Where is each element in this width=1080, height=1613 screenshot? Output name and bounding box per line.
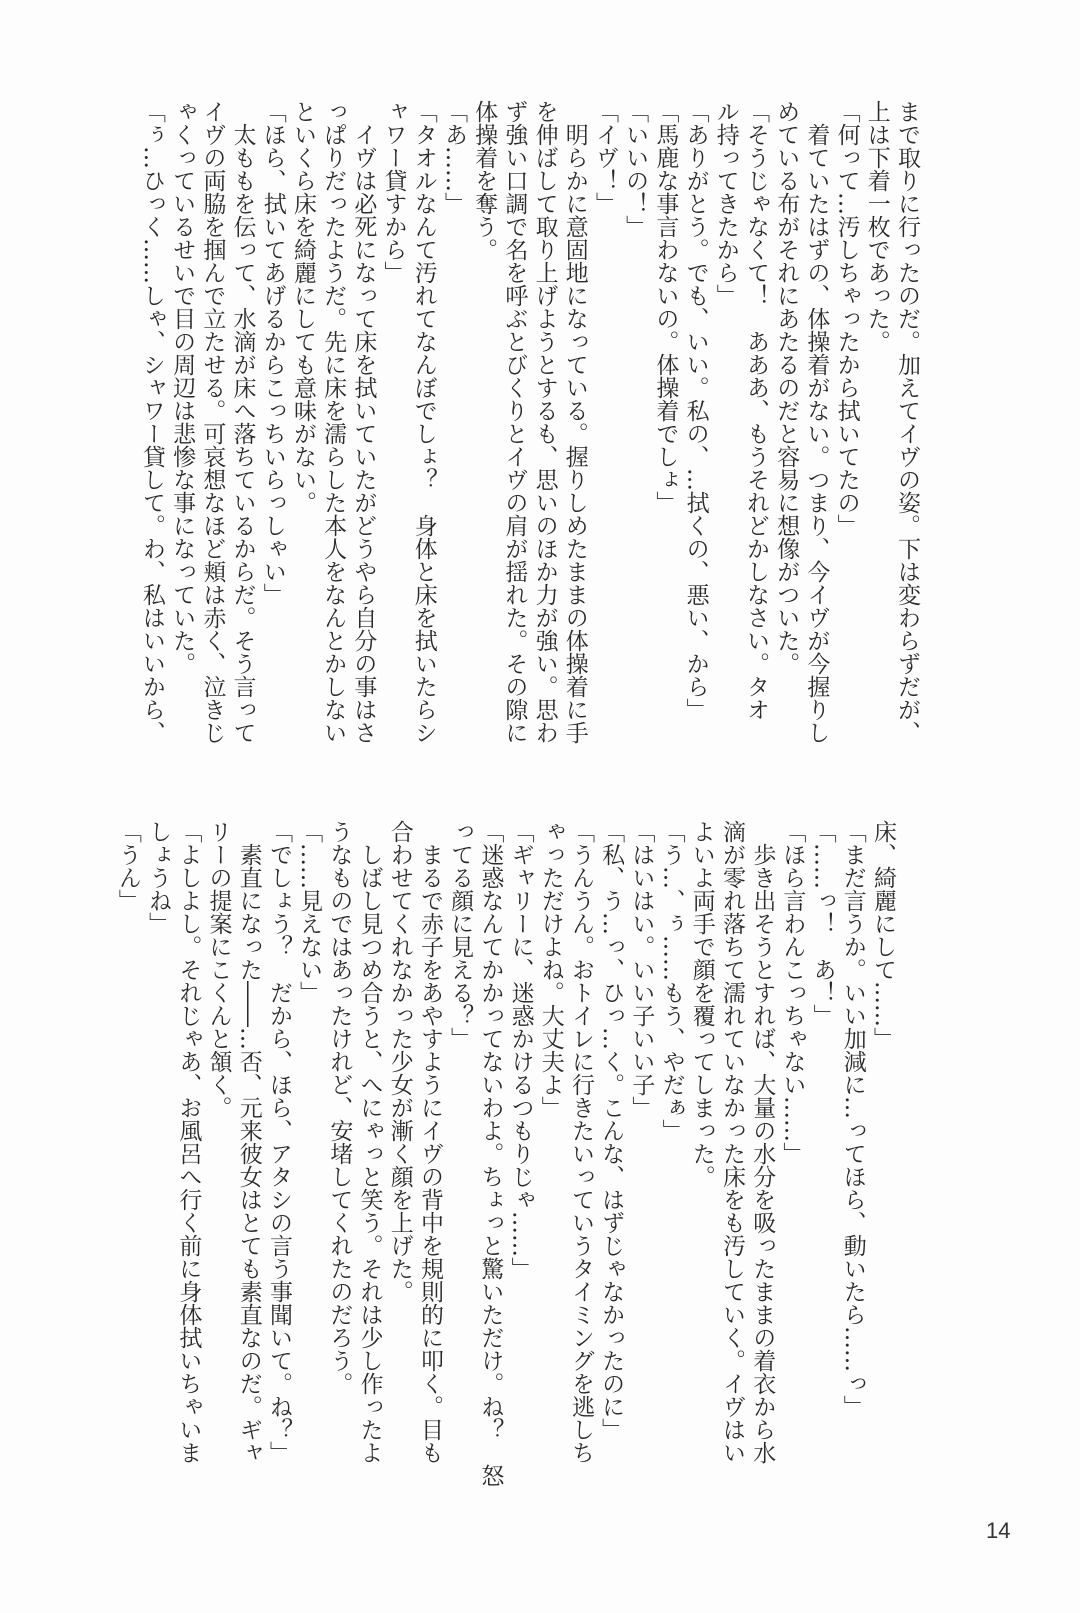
text-column: 「あ……」: [440, 100, 467, 215]
text-column: 「ギャリーに、迷惑かけるつもりじゃ……」: [507, 820, 534, 1280]
text-column: を伸ばして取り上げようとするも、思いのほか力が強い。思わ: [531, 100, 558, 744]
text-column: 「私、う…っ、ひっ…く。こんな、はずじゃなかったのに」: [598, 820, 625, 1441]
text-column: ず強い口調で名を呼ぶとびくりとイヴの肩が揺れた。その隙に: [501, 100, 528, 744]
text-column: 体操着を奪う。: [471, 100, 498, 261]
text-column: 「はいはい。いい子いい子」: [628, 820, 655, 1119]
text-column: 「ほら、拭いてあげるからこっちいらっしゃい」: [259, 100, 286, 606]
text-column: 合わせてくれなかった少女が漸く顔を上げた。: [386, 820, 413, 1303]
text-column: 「そうじゃなくて！ あああ、もうそれどかしなさい。タオ: [742, 100, 769, 721]
text-column: 「ぅ…ひっく……しゃ、シャワー貸して。わ、私はいいから、: [138, 100, 165, 744]
text-column: 「ほら言わんこっちゃない……」: [779, 820, 806, 1165]
text-column: 着ていたはずの、体操着がない。つまり、今イヴが今握りし: [803, 100, 830, 744]
text-column: 「タオルなんて汚れてなんぼでしょ？ 身体と床を拭いたらシ: [410, 100, 437, 744]
text-column: イヴは必死になって床を拭いていたがどうやら自分の事はさ: [350, 100, 377, 744]
text-column: ゃくっているせいで目の周辺は悲惨な事になっていた。: [169, 100, 196, 675]
text-column: 歩き出そうとすれば、大量の水分を吸ったままの着衣から水: [749, 820, 776, 1464]
text-column: リーの提案にこくんと頷く。: [205, 820, 232, 1119]
text-column: よいよ両手で顔を覆ってしまった。: [688, 820, 715, 1188]
text-column: 「馬鹿な事言わないの。体操着でしょ」: [652, 100, 679, 514]
text-column: 「うん」: [114, 820, 141, 912]
text-column: しょうね」: [145, 820, 172, 935]
page-number: 14: [986, 1518, 1011, 1543]
text-column: 「ありがとう。でも、いい。私の、…拭くの、悪い、から」: [682, 100, 709, 721]
text-column: ル持ってきたから」: [712, 100, 739, 307]
text-column: 上は下着一枚であった。: [863, 100, 890, 353]
text-column: 太ももを伝って、水滴が床へ落ちているからだ。そう言って: [229, 100, 256, 744]
text-column: 「まだ言うか。いい加減に…ってほら、動いたら……っ」: [839, 820, 866, 1418]
text-column: イヴの両脇を掴んで立たせる。可哀想なほど頬は赤く、泣きじ: [199, 100, 226, 744]
text-column: うなものではあったけれど、安堵してくれたのだろう。: [326, 820, 353, 1395]
text-column: 「うんうん。おトイレに行きたいっていうタイミングを逃しち: [567, 820, 594, 1464]
text-column: といくら床を綺麗にしても意味がない。: [289, 100, 316, 514]
text-column: 「う…、ぅ……もう、やだぁ」: [658, 820, 685, 1142]
text-column: 「迷惑なんてかかってないわよ。ちょっと驚いただけ。ね？ 怒: [477, 820, 504, 1487]
text-column: まるで赤子をあやすようにイヴの背中を規則的に叩く。目も: [416, 820, 443, 1464]
text-column: 明らかに意固地になっている。握りしめたままの体操着に手: [561, 100, 588, 744]
text-column: 「いいの！」: [622, 100, 649, 238]
text-column: 素直になった――…否、元来彼女はとても素直なのだ。ギャ: [235, 820, 262, 1464]
text-column: 「何って…汚しちゃったから拭いてたの」: [833, 100, 860, 537]
text-column: めている布がそれにあたるのだと容易に想像がついた。: [773, 100, 800, 675]
text-column: 床、綺麗にして……」: [870, 820, 896, 1050]
text-block-bottom: [113, 820, 898, 1487]
text-column: 滴が零れ落ちて濡れていなかった床をも汚していく。イヴはい: [718, 820, 745, 1464]
text-block-top: [137, 100, 922, 760]
text-column: 「でしょう？ だから、ほら、アタシの言う事聞いて。ね？」: [265, 820, 292, 1464]
text-column: ゃっただけよね。大丈夫よ」: [537, 820, 564, 1119]
text-column: ャワー貸すから」: [380, 100, 407, 284]
text-column: 「よしよし。それじゃあ、お風呂へ行く前に身体拭いちゃいま: [175, 820, 202, 1464]
text-column: ってる顔に見える？」: [447, 820, 474, 1050]
text-column: まで取りに行ったのだ。加えてイヴの姿。下は変わらずだが、: [894, 100, 920, 744]
text-column: 「イヴ！」: [591, 100, 618, 215]
text-column: 「……見えない」: [296, 820, 323, 1004]
text-column: っぱりだったようだ。先に床を濡らした本人をなんとかしない: [320, 100, 347, 744]
text-column: 「……っ！ あ！」: [809, 820, 836, 1027]
text-column: しばし見つめ合うと、へにゃっと笑う。それは少し作ったよ: [356, 820, 383, 1464]
